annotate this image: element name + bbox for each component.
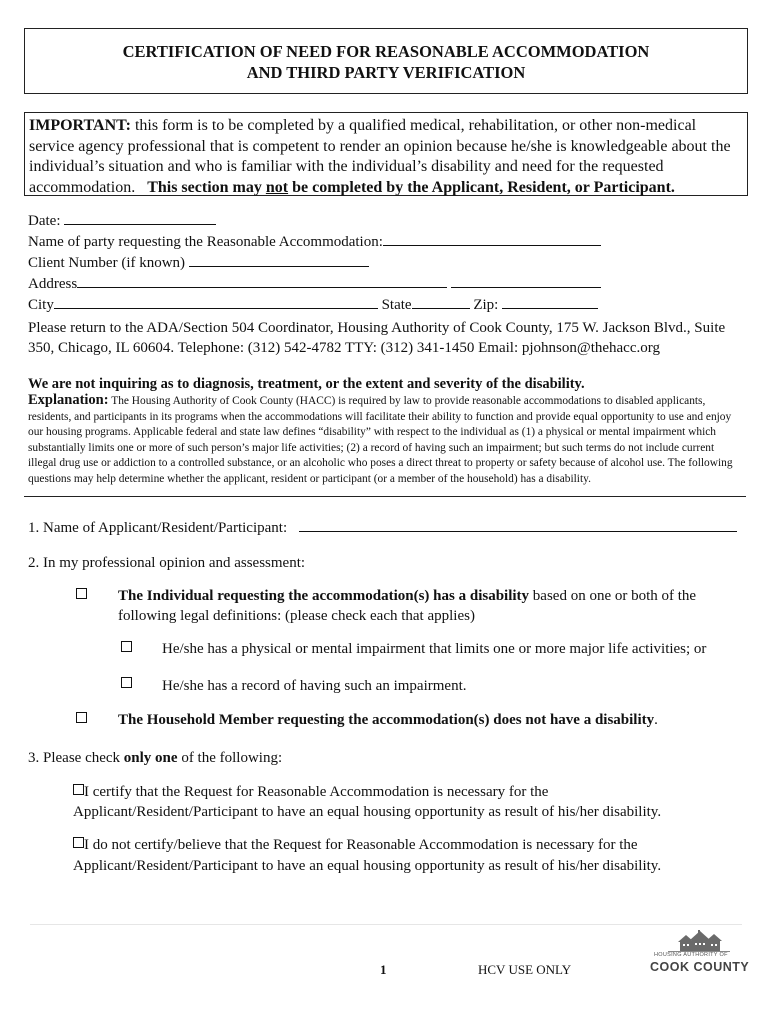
logo-small-text: HOUSING AUTHORITY OF xyxy=(654,952,728,958)
sub2-text: He/she has a record of having such an impairment. xyxy=(162,678,467,694)
client-number-label: Client Number (if known) xyxy=(28,255,186,271)
opt-b-end: . xyxy=(654,712,658,728)
important-bold-pre: This section may xyxy=(147,178,266,196)
city-label: City xyxy=(28,297,54,313)
client-number-field[interactable] xyxy=(189,252,369,267)
state-label: State xyxy=(381,297,412,313)
disability-checkbox[interactable] xyxy=(76,588,87,599)
q3-label-bold: only one xyxy=(123,750,178,766)
q3-opt2-line1: I do not certify/believe that the Request for Reasonable Accommodation is necessary for the xyxy=(84,837,638,853)
important-label: IMPORTANT: xyxy=(29,117,131,134)
no-disability-checkbox[interactable] xyxy=(76,712,87,723)
certify-checkbox[interactable] xyxy=(73,784,84,795)
address-field-2[interactable] xyxy=(451,273,601,288)
record-checkbox[interactable] xyxy=(121,677,132,688)
footer-divider xyxy=(30,924,742,925)
opt-a-line2: following legal definitions: (please check each that applies) xyxy=(118,608,475,624)
q3-option-2 xyxy=(73,835,638,855)
applicant-name-field[interactable] xyxy=(299,517,737,532)
q2-option-b-text xyxy=(118,710,658,730)
important-text: this form is to be completed by a qualified medical, rehabilitation, or other non-medical service agency professional that is competent to render an opinion because he/she is knowledgeable about the individual’s situation and who is familiar with the individual’s disability and need for the requested accommodation. xyxy=(29,117,731,196)
q3-opt1-line2: Applicant/Resident/Participant to have an equal housing opportunity as result of his/her disability. xyxy=(73,804,662,820)
form-title xyxy=(24,28,748,94)
explanation-section xyxy=(28,375,744,487)
question-1 xyxy=(28,517,737,538)
sub1-text: He/she has a physical or mental impairment that limits one or more major life activities; or xyxy=(162,641,707,657)
date-label: Date: xyxy=(28,213,61,229)
address-field[interactable] xyxy=(77,273,447,288)
explanation-label: Explanation: xyxy=(28,392,109,408)
state-field[interactable] xyxy=(412,294,470,309)
section-divider xyxy=(24,496,746,497)
q2-label: 2. In my professional opinion and assessment: xyxy=(28,555,306,571)
sub1-row xyxy=(121,639,132,659)
not-certify-checkbox[interactable] xyxy=(73,837,84,848)
explanation-text: The Housing Authority of Cook County (HACC) is required by law to provide reasonable accommodations to disabled applicants, residents, and participants in its programs when the accommodations will facilitate their ability to function and provide equal opportunity to use and enjoy our housing programs. Applicable federal and state law defines “disability” with respect to the individual as (1) a physical or mental impairment which substantially limits one or more of such person’s major life activities; (2) a record of having such an impairment; but such terms do not include current illegal drug use or addiction to a controlled substance, or an alcoholic who poses a direct threat to property or safety because of alcohol use. The following questions may help determine whether the applicant, resident or participant (or a member of the household) has a disability. xyxy=(28,395,733,485)
q1-label: 1. Name of Applicant/Resident/Participant: xyxy=(28,520,288,536)
important-bold-post: be completed by the Applicant, Resident, or Participant. xyxy=(288,178,675,196)
opt-a-rest: based on one or both of the xyxy=(529,588,697,604)
q3-label-post: of the following: xyxy=(177,750,283,766)
title-line-1: CERTIFICATION OF NEED FOR REASONABLE ACCOMMODATION xyxy=(122,42,650,61)
zip-label: Zip: xyxy=(473,297,499,313)
address-label: Address xyxy=(28,276,78,292)
opt-a-bold: The Individual requesting the accommodation(s) has a disability xyxy=(118,588,530,604)
hcv-label: HCV USE ONLY xyxy=(478,962,572,977)
title-line-2: AND THIRD PARTY VERIFICATION xyxy=(246,63,526,82)
name-party-label: Name of party requesting the Reasonable Accommodation: xyxy=(28,234,383,250)
impairment-checkbox[interactable] xyxy=(121,641,132,652)
q3-label xyxy=(28,748,282,768)
important-notice xyxy=(24,112,748,196)
houses-icon xyxy=(648,928,748,954)
q2-option-b xyxy=(76,710,87,730)
q3-opt1-line1: I certify that the Request for Reasonable Accommodation is necessary for the xyxy=(84,784,549,800)
city-field[interactable] xyxy=(54,294,378,309)
q3-label-pre: 3. Please check xyxy=(28,750,124,766)
zip-field[interactable] xyxy=(502,294,598,309)
page-number: 1 xyxy=(380,962,387,977)
logo-big-text: COOK COUNTY xyxy=(650,960,750,974)
hacc-logo xyxy=(648,928,748,978)
opt-b-bold: The Household Member requesting the accommodation(s) does not have a disability xyxy=(118,712,655,728)
contact-fields xyxy=(28,210,601,315)
explanation-heading: We are not inquiring as to diagnosis, treatment, or the extent and severity of the disability. xyxy=(28,376,585,392)
return-instructions: Please return to the ADA/Section 504 Coordinator, Housing Authority of Cook County, 175 W. Jackson Blvd., Suite 350, Chicago, IL 60604. Telephone: (312) 542-4782 TTY: (312) 341-1450 Email: pjohnson@thehacc.org xyxy=(28,320,726,356)
q2-option-a-text xyxy=(118,586,696,606)
q2-option-a xyxy=(76,586,87,606)
q3-option-1 xyxy=(73,782,548,802)
date-field[interactable] xyxy=(64,210,216,225)
q3-opt2-line2: Applicant/Resident/Participant to have an equal housing opportunity as result of his/her disability. xyxy=(73,858,662,874)
name-party-field[interactable] xyxy=(383,231,601,246)
important-not: not xyxy=(265,178,289,196)
sub2-row xyxy=(121,675,132,695)
